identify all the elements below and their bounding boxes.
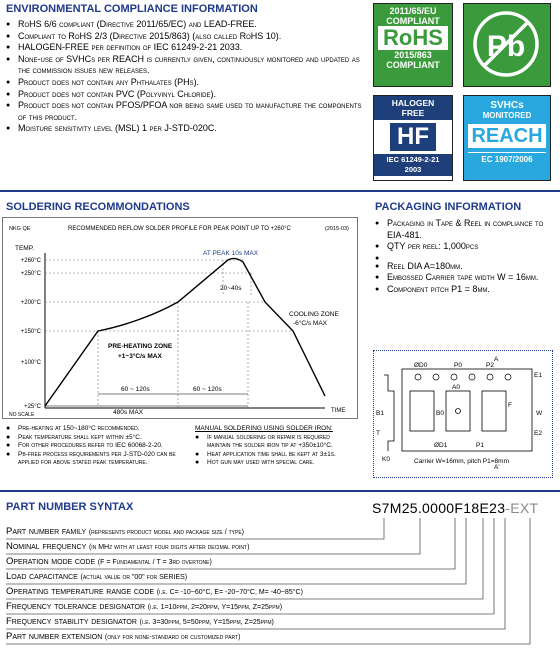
- peak-label: AT PEAK 10s MAX: [203, 250, 259, 257]
- pn-main: Operating temperature range code: [6, 586, 155, 597]
- y-tick: +25°C: [24, 404, 41, 410]
- y-tick: +250°C: [20, 271, 41, 277]
- chart-year: (2015-03): [325, 226, 349, 232]
- list-item: ● Compliant to RoHS 2/3 (Directive 2015/863) (also called RoHS 10).: [6, 31, 362, 43]
- cool-label: COOLING ZONE: [289, 311, 339, 318]
- tape-b0: B0: [436, 410, 444, 417]
- list-item: ● HALOGEN-FREE per definition of IEC 61249-2-21 2033.: [6, 42, 362, 54]
- list-item: ● Product does not contain any Phthalates (PHs).: [6, 77, 362, 89]
- pn-main: Nominal frequency: [6, 541, 87, 552]
- list-item: ● Pre-heating at 150~180°C recommended.: [6, 425, 182, 434]
- x-label: TIME: [331, 408, 346, 414]
- pn-main: Frequency tolerance designator: [6, 601, 146, 612]
- hf-logo: HF: [390, 123, 436, 151]
- rohs-mid1: COMPLIANT: [386, 16, 440, 26]
- tape-t: T: [376, 430, 380, 437]
- pn-c7: 3: [497, 500, 506, 516]
- pn-c2: 25.0000: [401, 500, 455, 516]
- list-item: ● QTY per reel: 1,000pcs: [375, 241, 555, 253]
- t2040-label: 20~40s: [220, 285, 242, 292]
- rohs-logo: RoHS: [378, 26, 448, 50]
- tape-f: F: [508, 402, 512, 409]
- pb-text: Pb: [486, 30, 526, 63]
- rohs-bottom: COMPLIANT: [386, 60, 440, 70]
- rohs-top: 2011/65/EU: [389, 6, 437, 16]
- tape-b1: B1: [376, 410, 384, 417]
- t480-label: 480s MAX: [113, 409, 143, 416]
- pn-c1: S7M: [372, 500, 402, 516]
- hf-l2: FREE: [401, 108, 425, 118]
- tape-w: W: [536, 410, 543, 417]
- list-item: ● Packaging in Tape & Reel in compliance to EIA-481.: [375, 218, 555, 241]
- reach-l2: MONITORED: [482, 111, 532, 120]
- tape-d0: ØD0: [414, 362, 428, 369]
- preheat-rate: +1~3°C/s MAX: [118, 353, 162, 360]
- pn-c8: -EXT: [505, 500, 539, 516]
- pn-note: (actual value or "00" for SERIES): [80, 574, 188, 581]
- list-item: ● Reel DIA A=180mm.: [375, 261, 555, 273]
- list-item: ● Product does not contain PVC (Polyvinyl Chloride).: [6, 89, 362, 101]
- pn-main: Load capacitance: [6, 571, 78, 582]
- pn-title: PART NUMBER SYNTAX: [6, 501, 134, 513]
- tape-p1: P1: [476, 442, 484, 449]
- pn-main: Part number family: [6, 526, 87, 537]
- pn-note: (only for none-standard or customized part): [104, 634, 241, 641]
- cool-rate: -6°C/s MAX: [293, 320, 328, 327]
- list-item: ● If manual soldering or repair is required maintain the solder iron tip at +350±10°C.: [195, 434, 355, 451]
- list-item: ● Moisture sensitivity level (MSL) 1 per J-STD-020C.: [6, 123, 362, 135]
- t60a-label: 60 ~ 120s: [121, 386, 150, 393]
- pn-main: Part number extension: [6, 631, 103, 642]
- pn-c5: E: [479, 500, 490, 516]
- pn-note: (i.e. C= -10~60°C, E= -20~70°C, M= -40~85°C): [156, 589, 303, 596]
- no-scale: NO SCALE: [9, 412, 35, 418]
- pn-c4: 18: [463, 500, 480, 516]
- tape-e1: E1: [534, 372, 542, 379]
- pn-c6: 2: [489, 500, 498, 516]
- hf-l3: IEC 61249-2-21: [386, 155, 440, 164]
- pn-note: (F = Fundamental / T = 3rd overtone): [97, 559, 212, 566]
- iron-title: MANUAL SOLDERING USING SOLDER IRON:: [195, 425, 333, 432]
- list-item: ● For other procedures refer to IEC 60068-2-20.: [6, 442, 182, 451]
- tape-e2: E2: [534, 430, 542, 437]
- tape-k0: K0: [382, 456, 390, 463]
- tape-d1: ØD1: [434, 442, 448, 449]
- rohs-mid2: 2015/863: [394, 50, 432, 60]
- pn-note: (represents product model and package size / type): [88, 529, 244, 536]
- tape-caption: Carrier W=16mm, pitch P1=8mm: [414, 458, 509, 465]
- list-item: ● Heat application time shall be kept at 3±1s.: [195, 451, 355, 460]
- pn-c3: F: [454, 500, 464, 516]
- t60b-label: 60 ~ 120s: [193, 386, 222, 393]
- tape-p2: P2: [486, 362, 494, 369]
- list-item: ● Hot gun may used with special care.: [195, 459, 355, 468]
- hf-l4: 2003: [404, 165, 422, 174]
- chart-heading: RECOMMENDED REFLOW SOLDER PROFILE FOR PEAK POINT UP TO +260°C: [68, 226, 291, 232]
- reach-l1: SVHCs: [490, 100, 524, 111]
- tape-p0: P0: [454, 362, 462, 369]
- list-item: ● RoHS 6/6 compliant (Directive 2011/65/EC) and LEAD-FREE.: [6, 19, 362, 31]
- pack-title: PACKAGING INFORMATION: [375, 201, 522, 213]
- reach-logo: REACH: [468, 124, 546, 148]
- pn-main: Operation mode code: [6, 556, 96, 567]
- pn-main: Frequency stability designator: [6, 616, 137, 627]
- list-item: ● None-use of SVHCs per REACH is currently given, continuously monitored and updated as the commission issues new releases.: [6, 54, 362, 77]
- list-item: ● Peak temperature shall kept within ±5°C.: [6, 434, 182, 443]
- y-tick: +100°C: [20, 360, 41, 366]
- y-tick: +260°C: [20, 258, 41, 264]
- chart-tag: NKG QE: [9, 226, 31, 232]
- reach-l3: EC 1907/2006: [468, 152, 546, 164]
- list-item: ● Component pitch P1 = 8mm.: [375, 284, 555, 296]
- list-item: ● Embossed Carrier tape width W = 16mm.: [375, 272, 555, 284]
- list-item: ● Product does not contain PFOS/PFOA nor being same used to manufacture the components of this product.: [6, 100, 362, 123]
- tape-a0: A0: [452, 384, 460, 391]
- y-tick: +150°C: [20, 329, 41, 335]
- tape-a: A: [494, 356, 499, 363]
- tape-a2: A': [494, 464, 500, 471]
- y-tick: +200°C: [20, 300, 41, 306]
- y-label: TEMP.: [15, 245, 35, 252]
- pn-note: (in MHz with at least four digits after decimal point): [88, 544, 250, 551]
- pn-note: (i.e. 1=10ppm, 2=20ppm, Y=15ppm, Z=25ppm): [147, 604, 283, 611]
- pn-note: (i.e. 3=30ppm, 5=50ppm, Y=15ppm, Z=25ppm): [139, 619, 274, 626]
- preheat-label: PRE-HEATING ZONE: [108, 343, 173, 350]
- list-item: ● Pb-free process requirements per J-STD-020 can be applied for above stated peak temperature.: [6, 451, 182, 468]
- env-title: ENVIRONMENTAL COMPLIANCE INFORMATION: [6, 3, 258, 15]
- hf-l1: HALOGEN: [391, 98, 435, 108]
- solder-title: SOLDERING RECOMMONDATIONS: [6, 201, 190, 213]
